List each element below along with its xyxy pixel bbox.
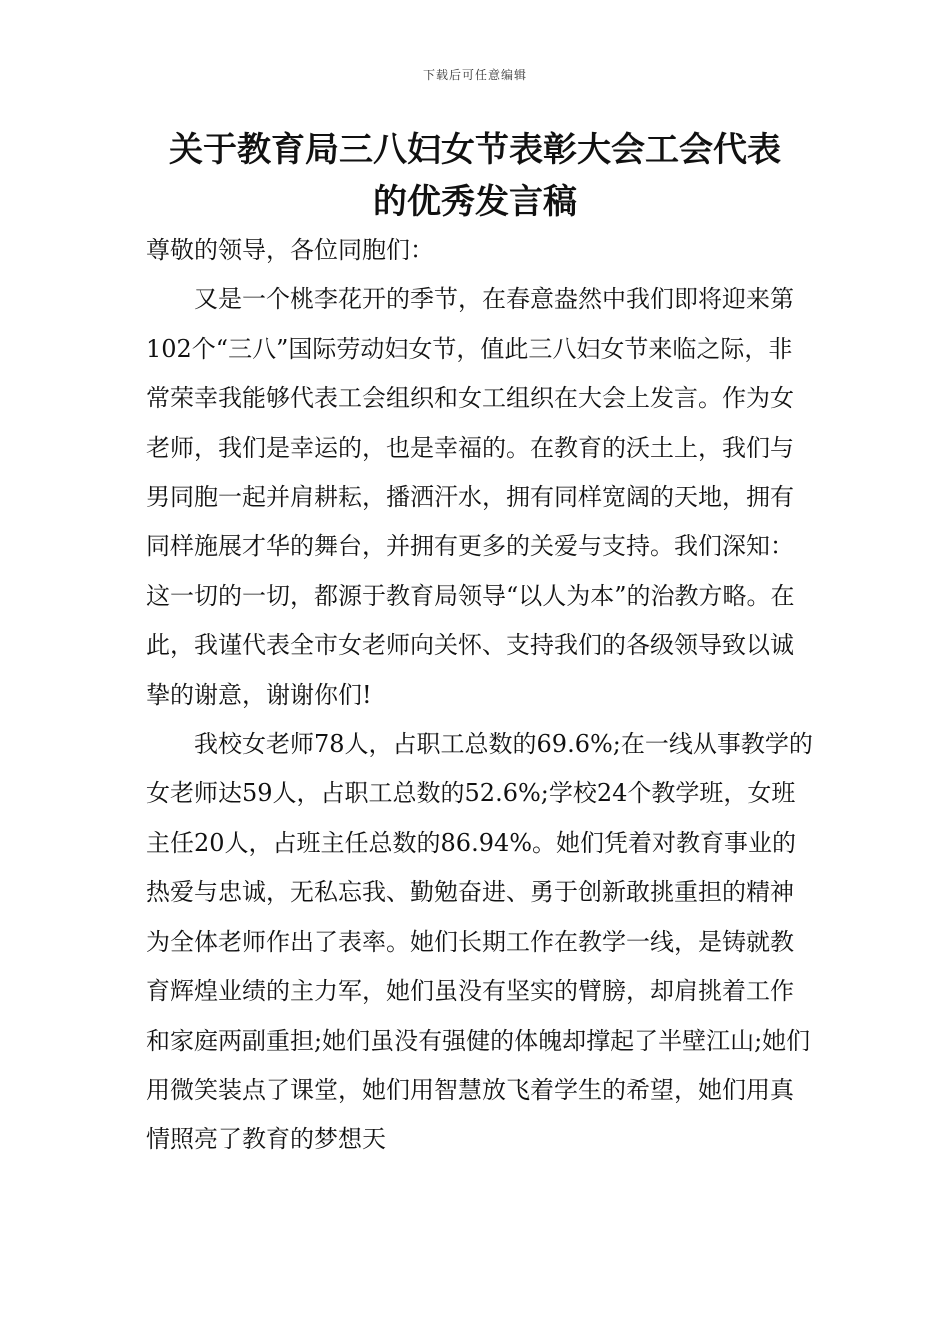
paragraph-2: 我校女老师78人，占职工总数的69.6%;在一线从事教学的女老师达59人，占职工总数的52.6%;学校24个教学班，女班主任20人，占班主任总数的86.94%。她们凭着对教育事业的热爱与忠诚，无私忘我、勤勉奋进、勇于创新敢挑重担的精神为全体老师作出了表率。她们长期工作在教学一线，是铸就教育辉煌业绩的主力军，她们虽没有坚实的臂膀，却肩挑着工作和家庭两副重担;她们虽没有强健的体魄却撑起了半壁江山;她们用微笑装点了课堂，她们用智慧放飞着学生的希望，她们用真情照亮了教育的梦想天 <box>146 730 813 1154</box>
header-note: 下载后可任意编辑 <box>422 68 527 82</box>
salutation: 尊敬的领导，各位同胞们： <box>146 236 434 264</box>
paragraph-1: 又是一个桃李花开的季节，在春意盎然中我们即将迎来第102个“三八”国际劳动妇女节，值此三八妇女节来临之际，非常荣幸我能够代表工会组织和女工组织在大会上发言。作为女老师，我们是幸运的，也是幸福的。在教育的沃土上，我们与男同胞一起并肩耕耘，播洒汗水，拥有同样宽阔的天地，拥有同样施展才华的舞台，并拥有更多的关爱与支持。我们深知：这一切的一切，都源于教育局领导“以人为本”的治教方略。在此，我谨代表全市女老师向关怀、支持我们的各级领导致以诚挚的谢意，谢谢你们! <box>146 285 795 709</box>
document-body <box>146 226 814 1165</box>
title-line-2: 的优秀发言稿 <box>373 182 577 222</box>
document-title <box>120 124 830 228</box>
title-line-1: 关于教育局三八妇女节表彰大会工会代表 <box>169 130 781 170</box>
